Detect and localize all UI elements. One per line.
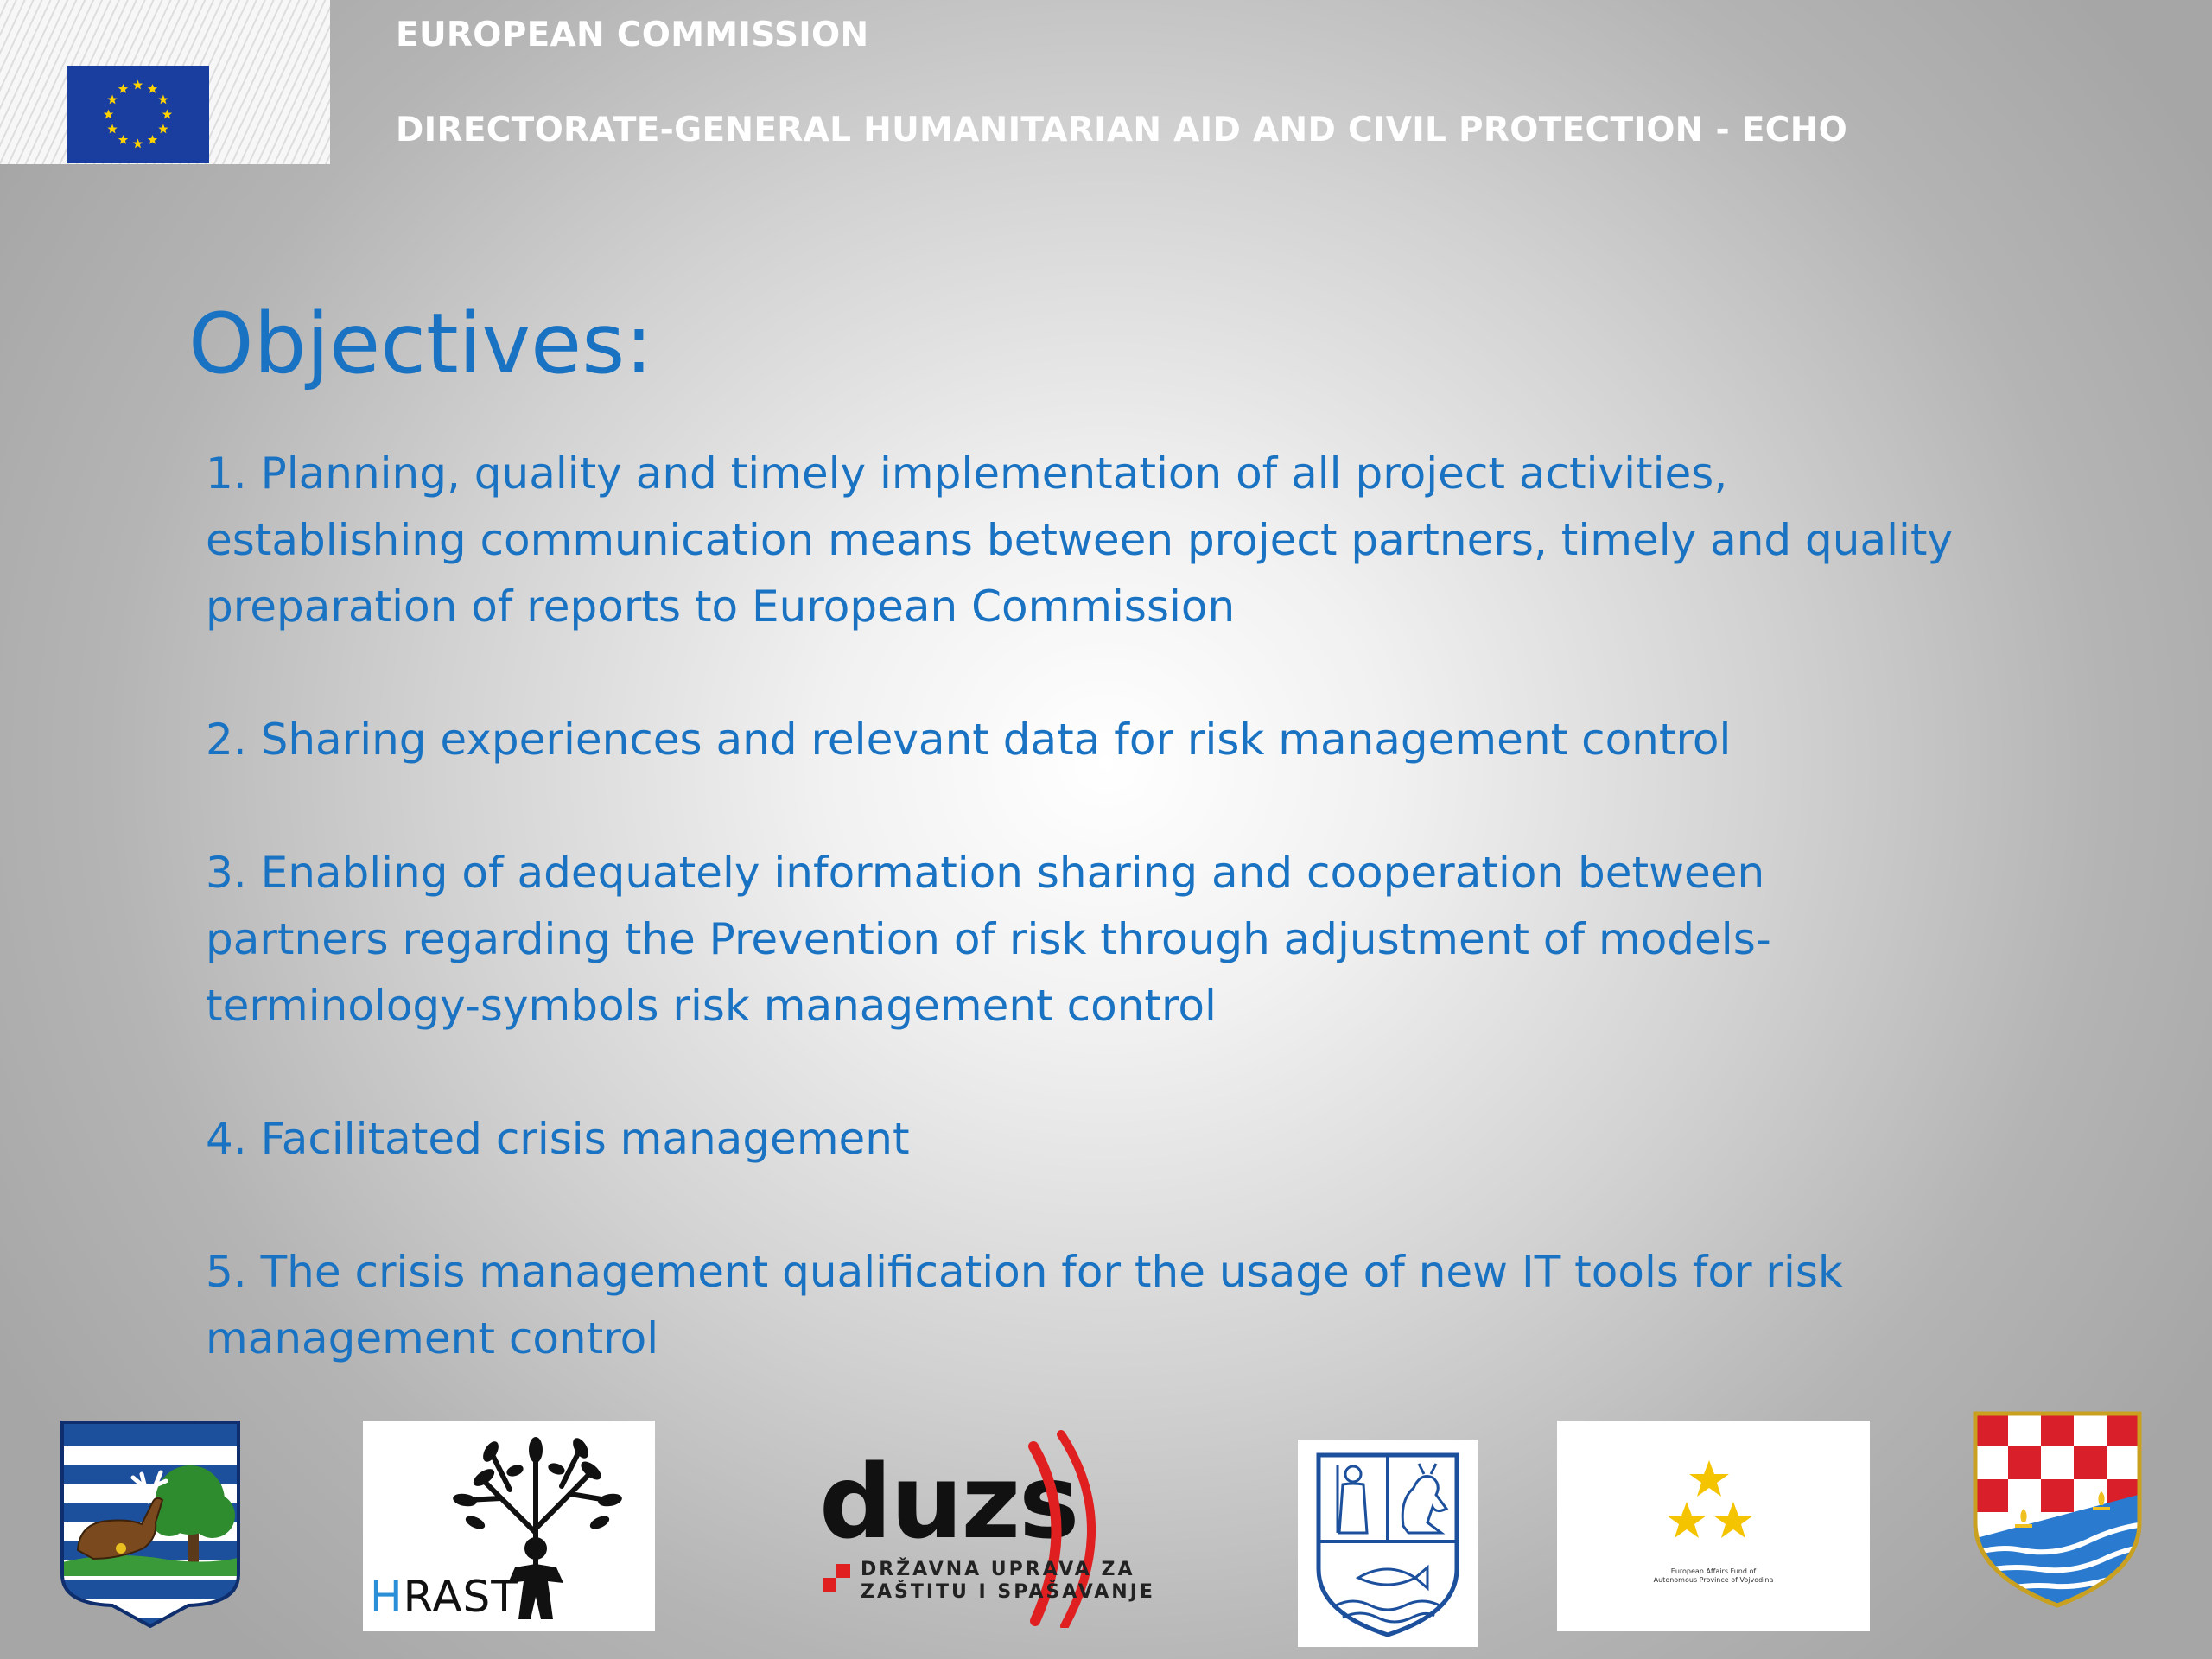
objective-line: 2. Sharing experiences and relevant data for risk management control xyxy=(206,715,1732,765)
hrast-logo xyxy=(363,1421,655,1631)
objectives-list xyxy=(206,441,2124,1372)
objective-item xyxy=(206,1239,2124,1372)
european-affairs-fund-logo xyxy=(1557,1421,1870,1631)
checkered-shield-icon xyxy=(1970,1410,2145,1609)
duzs-logo xyxy=(819,1429,1158,1628)
header-directorate: DIRECTORATE-GENERAL HUMANITARIAN AID AND CIVIL PROTECTION - ECHO xyxy=(396,111,1848,149)
duzs-square-icon xyxy=(823,1578,836,1592)
objective-line: management control xyxy=(206,1313,659,1363)
eu-star-icon xyxy=(107,124,117,134)
objective-line: preparation of reports to European Commission xyxy=(206,582,1236,632)
eu-flag-icon xyxy=(67,66,209,163)
objective-line: 4. Facilitated crisis management xyxy=(206,1114,910,1164)
objective-line: terminology-symbols risk management control xyxy=(206,981,1217,1031)
objective-line: 5. The crisis management qualification for the usage of new IT tools for risk xyxy=(206,1247,1843,1297)
objective-line: establishing communication means between project partners, timely and quality xyxy=(206,515,1954,565)
objective-item xyxy=(206,840,2124,1039)
eu-star-icon xyxy=(158,95,168,105)
three-stars-icon xyxy=(1557,1421,1870,1631)
vojvodina-logo xyxy=(1298,1440,1478,1647)
eu-star-icon xyxy=(118,84,128,93)
objective-line: 1. Planning, quality and timely implementation of all project activities, xyxy=(206,448,1728,499)
eu-star-icon xyxy=(162,110,172,119)
european-affairs-fund-caption: European Affairs Fund of Autonomous Province of Vojvodina xyxy=(1653,1567,1774,1584)
objective-item xyxy=(206,1106,2124,1173)
eu-star-icon xyxy=(133,80,143,90)
duzs-square-icon xyxy=(836,1564,850,1578)
objective-item xyxy=(206,441,2124,640)
duzs-subtitle: DRŽAVNA UPRAVA ZA ZAŠTITU I SPAŠAVANJE xyxy=(861,1559,1155,1603)
header-organization: EUROPEAN COMMISSION xyxy=(396,16,869,54)
zadar-county-logo xyxy=(59,1421,242,1628)
european-commission-logo xyxy=(0,0,330,164)
duzs-wordmark: duzs xyxy=(819,1442,1078,1561)
eu-star-icon xyxy=(148,135,157,144)
vojvodina-shield-icon xyxy=(1298,1440,1478,1647)
eu-star-icon xyxy=(133,139,143,149)
eu-star-icon xyxy=(107,95,117,105)
eu-star-icon xyxy=(148,84,157,93)
objective-line: 3. Enabling of adequately information sharing and cooperation between xyxy=(206,848,1765,898)
hrast-wordmark: HRAST xyxy=(370,1572,518,1622)
eu-star-icon xyxy=(104,110,113,119)
deer-shield-icon xyxy=(59,1421,242,1628)
slide-title: Objectives: xyxy=(188,296,653,392)
eu-star-icon xyxy=(158,124,168,134)
eu-star-icon xyxy=(118,135,128,144)
objective-item xyxy=(206,707,2124,773)
objective-line: partners regarding the Prevention of risk through adjustment of models- xyxy=(206,914,1771,964)
checkered-coat-of-arms-logo xyxy=(1970,1410,2145,1609)
